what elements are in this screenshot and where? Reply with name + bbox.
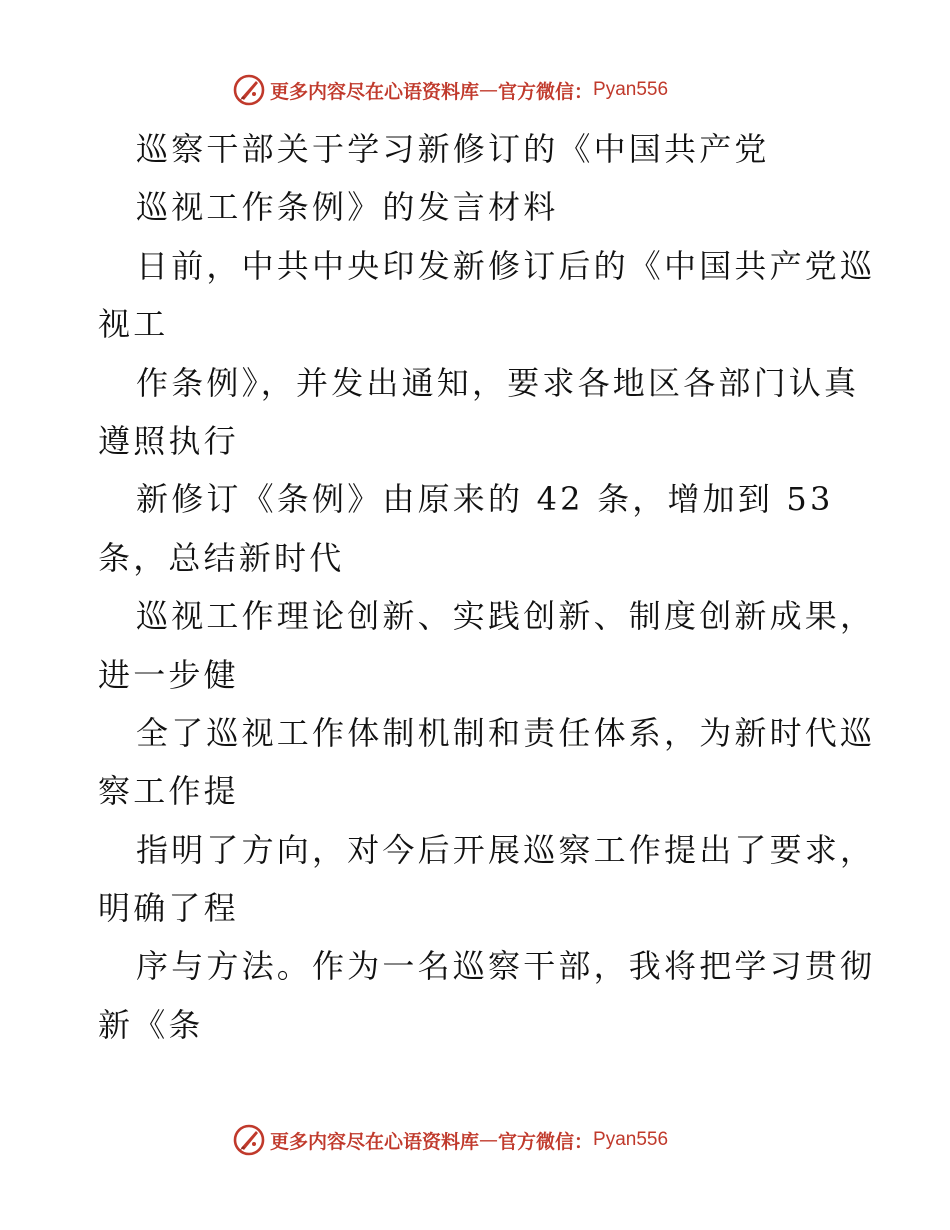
quill-pen-logo-icon [232, 73, 266, 107]
quill-pen-logo-icon [232, 1123, 266, 1157]
paragraph-line: 察工作提 [98, 772, 239, 811]
banner-separator: — [479, 79, 499, 101]
title-line-2: 巡视工作条例》的发言材料 [136, 188, 559, 227]
banner-main-text: 更多内容尽在心语资料库 [270, 1130, 480, 1153]
paragraph-line: 全了巡视工作体制机制和责任体系，为新时代巡 [136, 713, 876, 752]
footer-watermark-banner [232, 1122, 732, 1158]
paragraph-line: 新修订《条例》由原来的 42 条，增加到 53 [136, 480, 834, 519]
banner-wechat-id: Pyan556 [593, 1129, 669, 1150]
paragraph-line: 序与方法。作为一名巡察干部，我将把学习贯彻 [136, 947, 876, 986]
paragraph-line: 新《条 [98, 1005, 204, 1044]
header-watermark-banner [232, 72, 732, 108]
paragraph-line: 视工 [98, 305, 169, 344]
banner-wechat-id: Pyan556 [593, 79, 669, 100]
paragraph-line: 明确了程 [98, 889, 239, 928]
banner-main-text: 更多内容尽在心语资料库 [270, 80, 480, 103]
paragraph-line: 作条例》，并发出通知，要求各地区各部门认真 [136, 363, 860, 402]
banner-wechat-label: 官方微信： [498, 80, 594, 103]
paragraph-line: 遵照执行 [98, 421, 239, 460]
title-line-1: 巡察干部关于学习新修订的《中国共产党 [136, 130, 770, 168]
paragraph-line: 巡视工作理论创新、实践创新、制度创新成果， [136, 597, 876, 636]
document-body [98, 120, 876, 1054]
paragraph-line: 日前，中共中央印发新修订后的《中国共产党巡 [136, 246, 876, 285]
paragraph-line: 进一步健 [98, 655, 239, 694]
banner-separator: — [479, 1129, 499, 1151]
paragraph-line: 条，总结新时代 [98, 538, 345, 577]
banner-wechat-label: 官方微信： [498, 1130, 594, 1153]
paragraph-line: 指明了方向，对今后开展巡察工作提出了要求， [136, 830, 876, 869]
